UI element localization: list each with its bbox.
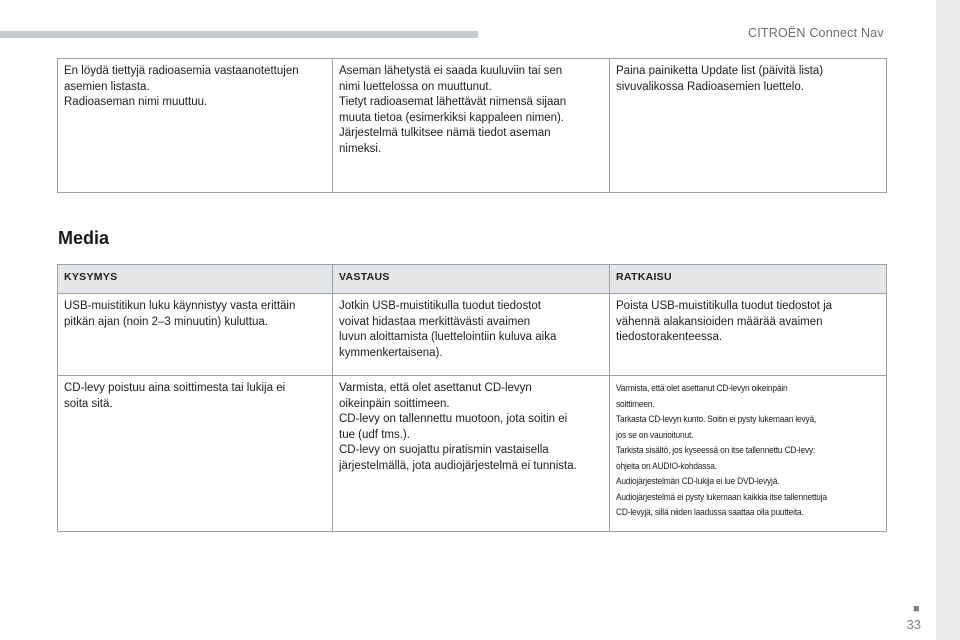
solution-line: Tarkasta CD-levyn kunto. Soitin ei pysty lukemaan levyä, xyxy=(616,414,817,424)
question-line: soita sitä. xyxy=(64,397,113,410)
solution-line: ohjeita on AUDIO-kohdassa. xyxy=(616,460,717,471)
question-line: En löydä tiettyjä radioasemia vastaanotettujen xyxy=(64,65,299,77)
answer-line: tue (udf tms.). xyxy=(339,428,410,441)
radio-troubleshooting-table xyxy=(57,58,887,193)
answer-line: CD-levy on tallennettu muotoon, jota soitin ei xyxy=(339,413,568,425)
answer-line: Varmista, että olet asettanut CD-levyn xyxy=(339,382,532,394)
question-cell xyxy=(58,376,333,532)
table-row xyxy=(58,294,887,376)
column-header-question: KYSYMYS xyxy=(58,265,333,294)
solution-line: tiedostorakenteessa. xyxy=(616,331,723,343)
solution-cell xyxy=(610,59,887,193)
column-header-solution: RATKAISU xyxy=(610,265,887,294)
answer-line: CD-levy on suojattu piratismin vastaisella xyxy=(339,444,549,456)
answer-line: kymmenkertaisena). xyxy=(339,346,443,359)
question-line: USB-muistitikun luku käynnistyy vasta erittäin xyxy=(64,300,296,312)
column-header-answer: VASTAUS xyxy=(333,265,610,294)
table-row xyxy=(58,376,887,532)
answer-line: oikeinpäin soittimeen. xyxy=(339,397,450,410)
answer-line: Jotkin USB-muistitikulla tuodut tiedostot xyxy=(339,300,541,312)
solution-line: Paina painiketta Update list (päivitä lista) xyxy=(616,65,824,77)
question-cell xyxy=(58,294,333,376)
top-decorative-bar xyxy=(0,31,478,38)
page-number: 33 xyxy=(906,617,921,632)
page-dots-marker: ■ xyxy=(913,603,920,615)
answer-line: järjestelmällä, jota audiojärjestelmä ei tunnista. xyxy=(339,459,577,472)
answer-line: voivat hidastaa merkittävästi avaimen xyxy=(339,315,531,328)
solution-line: soittimeen. xyxy=(616,398,655,409)
solution-cell xyxy=(610,294,887,376)
page-side-strip xyxy=(936,0,960,640)
media-troubleshooting-table xyxy=(57,264,887,532)
question-cell xyxy=(58,59,333,193)
answer-line: luvun aloittamista (luettelointiin kuluva aika xyxy=(339,331,557,343)
answer-line: Tietyt radioasemat lähettävät nimensä sijaan xyxy=(339,96,567,108)
solution-line: sivuvalikossa Radioasemien luettelo. xyxy=(616,80,804,93)
question-line: pitkän ajan (noin 2–3 minuutin) kuluttua. xyxy=(64,315,268,328)
solution-line: Audiojärjestelmä ei pysty lukemaan kaikkia itse tallennettuja xyxy=(616,491,827,502)
solution-line: Varmista, että olet asettanut CD-levyn oikeinpäin xyxy=(616,383,788,393)
solution-cell xyxy=(610,376,887,532)
table-row xyxy=(58,59,887,193)
question-line: asemien listasta. xyxy=(64,80,150,93)
solution-line: Poista USB-muistitikulla tuodut tiedostot ja xyxy=(616,300,833,312)
table-header-row xyxy=(58,265,887,294)
solution-line: CD-levyjä, sillä niiden laadussa saattaa olla puutteita. xyxy=(616,507,804,517)
solution-line: Audiojärjestelmän CD-lukija ei lue DVD-levyjä. xyxy=(616,476,780,486)
section-heading-media: Media xyxy=(58,228,110,248)
question-line: CD-levy poistuu aina soittimesta tai lukija ei xyxy=(64,382,286,394)
answer-line: Aseman lähetystä ei saada kuuluviin tai sen xyxy=(339,65,563,77)
answer-line: nimeksi. xyxy=(339,142,382,155)
answer-cell xyxy=(333,294,610,376)
answer-cell xyxy=(333,376,610,532)
answer-line: nimi luettelossa on muuttunut. xyxy=(339,80,492,93)
answer-line: Järjestelmä tulkitsee nämä tiedot aseman xyxy=(339,127,551,139)
condensed-solution-text xyxy=(616,381,882,521)
answer-line: muuta tietoa (esimerkiksi kappaleen nimen). xyxy=(339,111,564,124)
running-head: CITROËN Connect Nav xyxy=(748,26,884,40)
solution-line: Tarkista sisältö, jos kyseessä on itse tallennettu CD-levy: xyxy=(616,445,816,455)
question-line: Radioaseman nimi muuttuu. xyxy=(64,96,208,108)
solution-line: vähennä alakansioiden määrää avaimen xyxy=(616,315,823,328)
solution-line: jos se on vaurioitunut. xyxy=(616,429,694,440)
answer-cell xyxy=(333,59,610,193)
